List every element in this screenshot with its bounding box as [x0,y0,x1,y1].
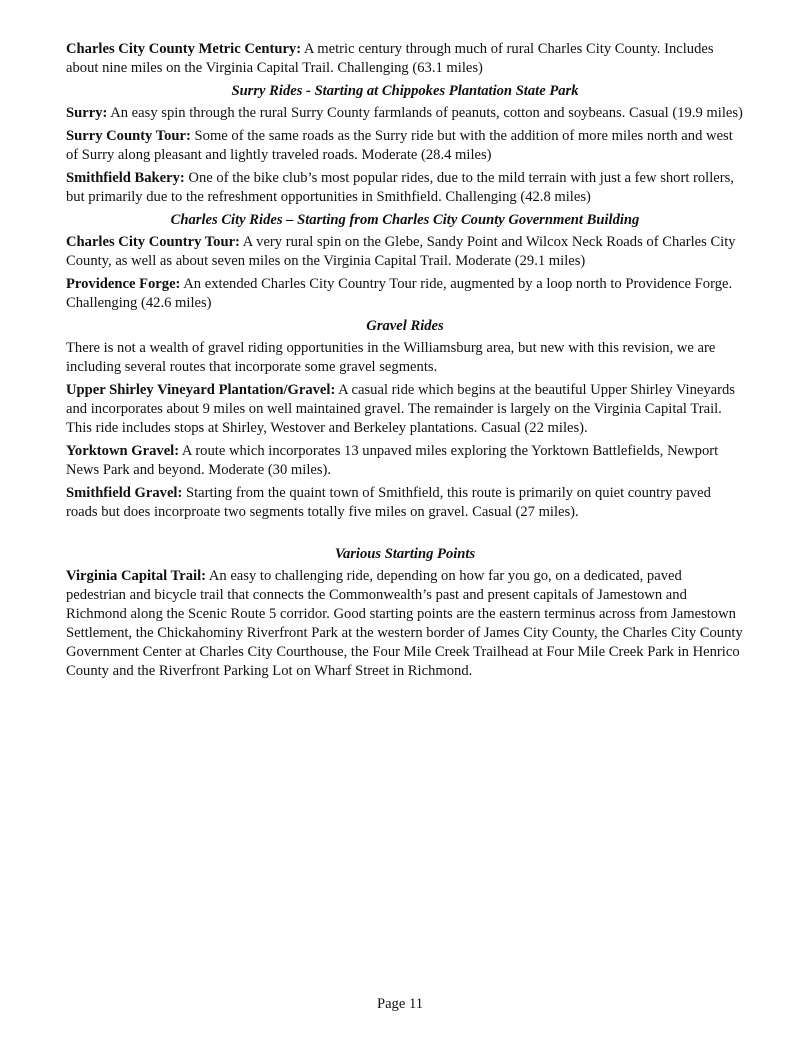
ride-entry [66,40,744,78]
ride-description: A very rural spin on the Glebe, Sandy Point and Wilcox Neck Roads of Charles City County, as well as about seven miles on the Virginia Capital Trail. Moderate (29.1 miles) [66,234,736,269]
ride-entry [66,169,744,207]
ride-description: Starting from the quaint town of Smithfield, this route is primarily on quiet country paved roads but does incorproate two segments totally five miles on gravel. Casual (27 miles). [66,485,711,520]
ride-title: Smithfield Bakery: [66,170,185,186]
ride-description: One of the bike club’s most popular rides, due to the mild terrain with just a few short rollers, but primarily due to the refreshment opportunities in Smithfield. Challenging (42.8 miles) [66,170,734,205]
ride-description: An extended Charles City Country Tour ride, augmented by a loop north to Providence Forge. Challenging (42.6 miles) [66,276,733,311]
section-heading: Charles City Rides – Starting from Charles City County Government Building [170,212,640,228]
section-spacer [66,526,744,545]
ride-description: A route which incorporates 13 unpaved miles exploring the Yorktown Battlefields, Newport News Park and beyond. Moderate (30 miles). [66,443,719,478]
ride-entry [66,339,744,377]
ride-entry [66,381,744,438]
ride-entry [66,567,744,681]
ride-title: Upper Shirley Vineyard Plantation/Gravel: [66,382,336,398]
ride-description: An easy to challenging ride, depending on how far you go, on a dedicated, paved pedestrian and bicycle trail that connects the Commonwealth’s past and present capitals of Jamestown and Richmond along the Scenic Route 5 corridor. Good starting points are the eastern terminus across from Jamestown Settlement, the Chickahominy Riverfront Park at the western border of James City County, the Charles City County Government Center at Charles City Courthouse, the Four Mile Creek Trailhead at Four Mile Creek Park in Henrico County and the Riverfront Parking Lot on Wharf Street in Richmond. [66,568,743,679]
page-number: Page 11 [376,996,424,1012]
section-heading: Gravel Rides [366,318,444,334]
ride-entry [66,127,744,165]
ride-description: Some of the same roads as the Surry ride but with the addition of more miles north and west of Surry along pleasant and lightly traveled roads. Moderate (28.4 miles) [66,128,733,163]
ride-title: Smithfield Gravel: [66,485,183,501]
ride-entry [66,275,744,313]
ride-title: Virginia Capital Trail: [66,568,206,584]
ride-descriptions [66,40,744,681]
ride-description: There is not a wealth of gravel riding opportunities in the Williamsburg area, but new with this revision, we are including several routes that incorporate some gravel segments. [66,340,716,375]
ride-entry [66,233,744,271]
ride-entry [66,484,744,522]
ride-title: Surry: [66,105,108,121]
ride-description: A metric century through much of rural Charles City County. Includes about nine miles on the Virginia Capital Trail. Challenging (63.1 miles) [66,41,714,76]
section-heading: Surry Rides - Starting at Chippokes Plantation State Park [231,83,579,99]
section-heading: Various Starting Points [334,546,476,562]
ride-title: Charles City County Metric Century: [66,41,302,57]
ride-description: A casual ride which begins at the beautiful Upper Shirley Vineyards and incorporates about 9 miles on well maintained gravel. The remainder is largely on the Virginia Capital Trail. This ride includes stops at Shirley, Westover and Berkeley plantations. Casual (22 miles). [66,382,735,436]
ride-title: Yorktown Gravel: [66,443,180,459]
ride-description: An easy spin through the rural Surry County farmlands of peanuts, cotton and soybeans. Casual (19.9 miles) [107,105,743,121]
ride-entry [66,442,744,480]
ride-entry [66,104,744,123]
ride-title: Surry County Tour: [66,128,191,144]
ride-title: Charles City Country Tour: [66,234,240,250]
ride-title: Providence Forge: [66,276,181,292]
